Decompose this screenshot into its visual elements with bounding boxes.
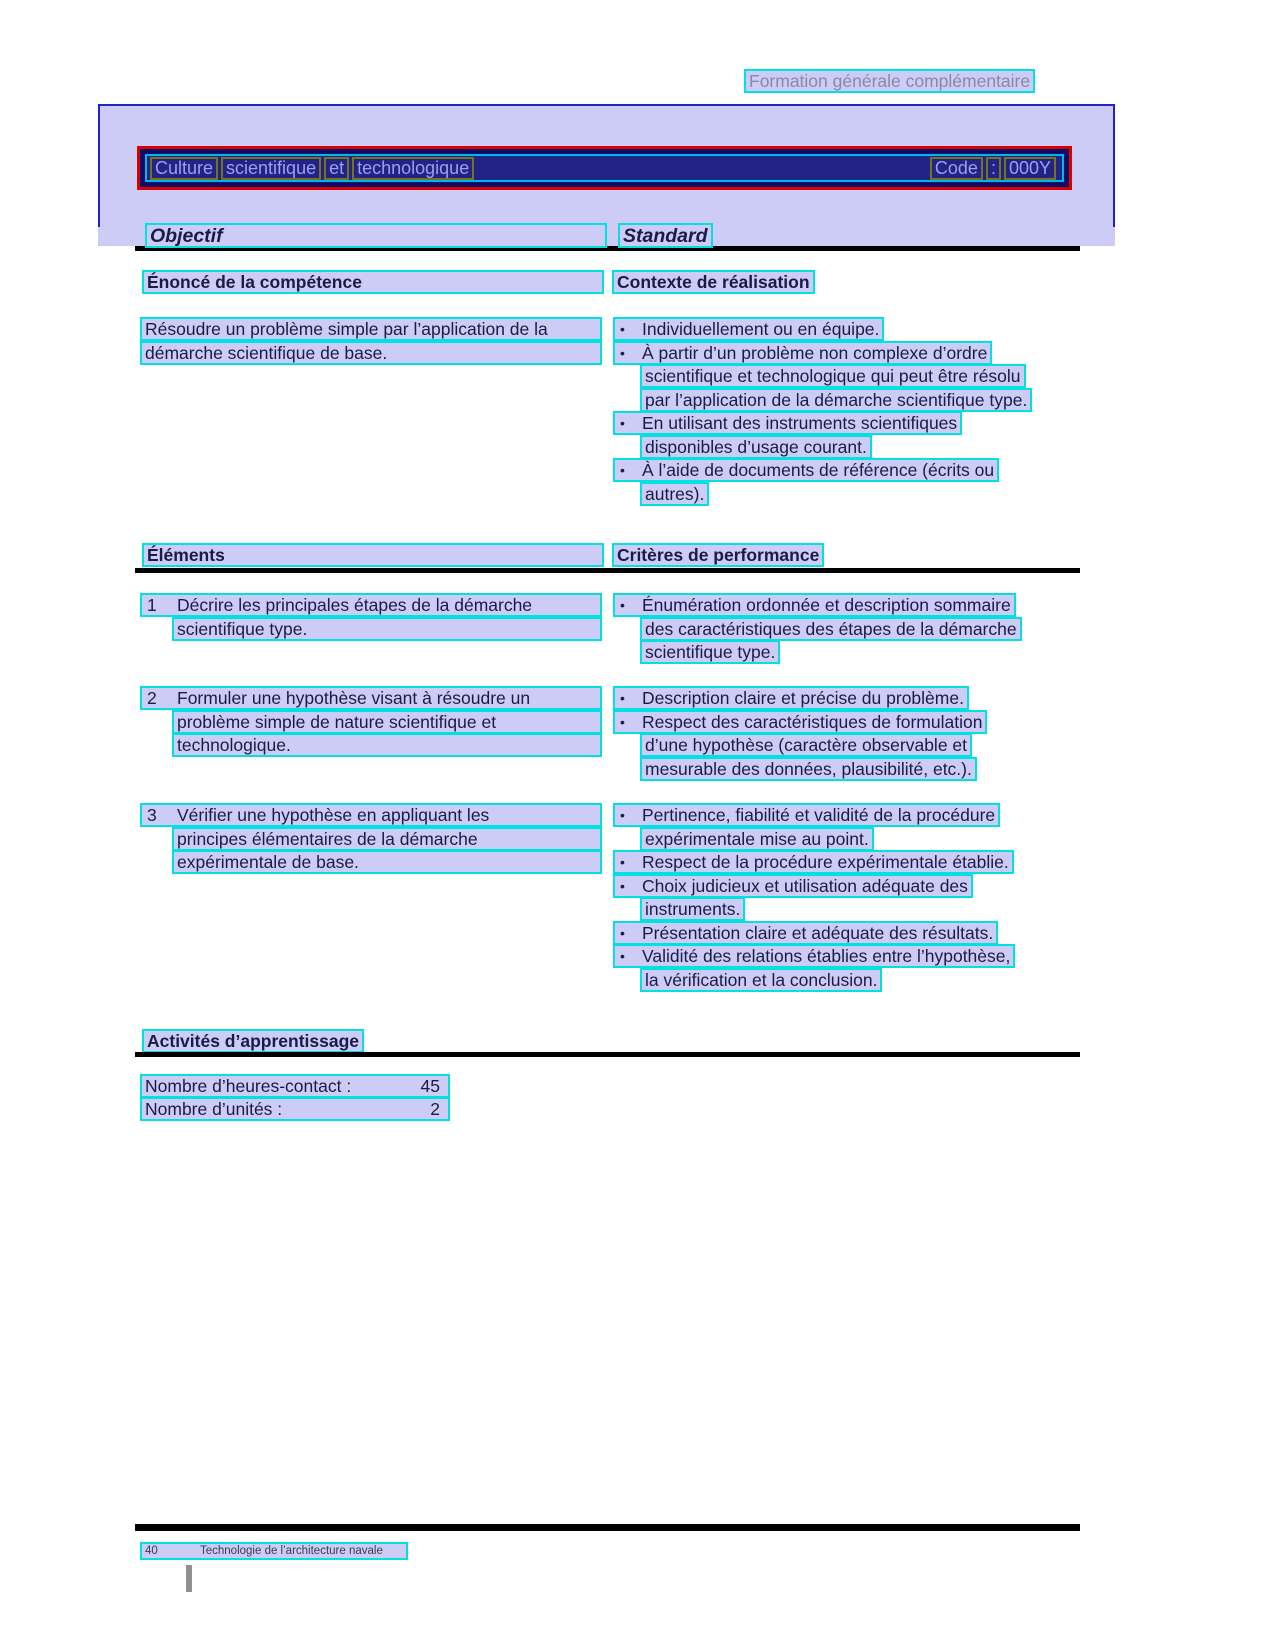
- bullet-marker: •: [620, 807, 625, 823]
- criteria-bullet: • Respect des caractéristiques de formulation: [613, 710, 987, 734]
- criteria-list: [613, 686, 987, 780]
- element-line: 2 Formuler une hypothèse visant à résoudre un: [140, 686, 602, 710]
- course-code: [930, 157, 1059, 180]
- bullet-marker: •: [620, 854, 625, 870]
- element-line: 3 Vérifier une hypothèse en appliquant les: [140, 803, 602, 827]
- hours-contact-row: [140, 1074, 450, 1098]
- context-bullet: • Individuellement ou en équipe.: [613, 317, 1032, 341]
- element-item: [140, 803, 602, 874]
- hours-contact-value: 45: [420, 1076, 440, 1096]
- element-number: 3: [147, 805, 157, 825]
- activities-heading: Activités d’apprentissage: [142, 1029, 364, 1053]
- element-number: 1: [147, 595, 157, 615]
- footer-divider: [135, 1524, 1080, 1531]
- criteria-line: mesurable des données, plausibilité, etc.).: [613, 757, 987, 781]
- context-heading: Contexte de réalisation: [612, 270, 831, 294]
- section-divider: [135, 1052, 1080, 1057]
- element-line: 1 Décrire les principales étapes de la démarche: [140, 593, 602, 617]
- code-separator: :: [986, 157, 1001, 180]
- context-bullet-list: [613, 317, 1032, 505]
- context-bullet-line: autres).: [613, 482, 1032, 506]
- footer-page-number: 40: [145, 1545, 158, 1557]
- course-word: et: [324, 157, 349, 180]
- element-line: scientifique type.: [140, 617, 602, 641]
- course-word: technologique: [352, 157, 474, 180]
- criteria-line: scientifique type.: [613, 640, 1022, 664]
- criteria-bullet: • Choix judicieux et utilisation adéquate des: [613, 874, 1015, 898]
- criteria-list: [613, 593, 1022, 664]
- criteria-line: expérimentale mise au point.: [613, 827, 1015, 851]
- competence-statement: [140, 317, 602, 364]
- bullet-marker: •: [620, 462, 625, 478]
- criteria-bullet: • Respect de la procédure expérimentale établie.: [613, 850, 1015, 874]
- bullet-marker: •: [620, 321, 625, 337]
- footer-doc-title: Technologie de l’architecture navale: [200, 1545, 383, 1557]
- course-word: scientifique: [221, 157, 321, 180]
- element-item: [140, 686, 602, 757]
- element-line: problème simple de nature scientifique et: [140, 710, 602, 734]
- criteria-bullet: • Description claire et précise du problème.: [613, 686, 987, 710]
- criteria-line: la vérification et la conclusion.: [613, 968, 1015, 992]
- element-number: 2: [147, 688, 157, 708]
- criteria-line: des caractéristiques des étapes de la démarche: [613, 617, 1022, 641]
- criteria-bullet: • Validité des relations établies entre l’hypothèse,: [613, 944, 1015, 968]
- context-bullet: • À partir d’un problème non complexe d’ordre: [613, 341, 1032, 365]
- code-label: Code: [930, 157, 983, 180]
- units-label: Nombre d’unités :: [145, 1099, 283, 1119]
- bullet-marker: •: [620, 877, 625, 894]
- criteria-list: [613, 803, 1015, 991]
- bullet-marker: •: [620, 690, 625, 706]
- context-bullet-line: disponibles d’usage courant.: [613, 435, 1032, 459]
- footer: [140, 1541, 408, 1560]
- page-header-label: Formation générale complémentaire: [744, 69, 1035, 93]
- criteria-heading: Critères de performance: [612, 543, 846, 567]
- section-divider: [135, 568, 1080, 573]
- context-bullet: • En utilisant des instruments scientifiques: [613, 411, 1032, 435]
- bullet-marker: •: [620, 344, 625, 361]
- bullet-marker: •: [620, 924, 625, 941]
- bullet-marker: •: [620, 415, 625, 431]
- bullet-marker: •: [620, 948, 625, 964]
- context-bullet: • À l’aide de documents de référence (écrits ou: [613, 458, 1032, 482]
- criteria-bullet: • Pertinence, fiabilité et validité de la procédure: [613, 803, 1015, 827]
- units-value: 2: [430, 1099, 440, 1119]
- element-item: [140, 593, 602, 640]
- criteria-bullet: • Présentation claire et adéquate des résultats.: [613, 921, 1015, 945]
- page-header: [744, 69, 1035, 93]
- column-header-objectif: Objectif: [145, 223, 608, 248]
- context-bullet-line: par l’application de la démarche scientifique type.: [613, 388, 1032, 412]
- element-line: technologique.: [140, 733, 602, 757]
- bullet-marker: •: [620, 713, 625, 730]
- statement-line: démarche scientifique de base.: [140, 341, 602, 365]
- course-title-bar: [137, 146, 1072, 190]
- text-cursor-mark: [186, 1565, 192, 1592]
- course-word: Culture: [150, 157, 218, 180]
- elements-heading: Éléments: [142, 543, 608, 567]
- course-title-strip: [145, 154, 1064, 182]
- competence-heading: Énoncé de la compétence: [142, 270, 608, 294]
- element-line: expérimentale de base.: [140, 850, 602, 874]
- hours-contact-label: Nombre d’heures-contact :: [145, 1076, 352, 1096]
- criteria-bullet: • Énumération ordonnée et description sommaire: [613, 593, 1022, 617]
- units-row: [140, 1097, 450, 1121]
- element-line: principes élémentaires de la démarche: [140, 827, 602, 851]
- course-name: [150, 157, 477, 180]
- statement-line: Résoudre un problème simple par l’application de la: [140, 317, 602, 341]
- criteria-line: instruments.: [613, 897, 1015, 921]
- context-bullet-line: scientifique et technologique qui peut être résolu: [613, 364, 1032, 388]
- bullet-marker: •: [620, 597, 625, 613]
- column-header-standard: Standard: [618, 223, 736, 248]
- criteria-line: d’une hypothèse (caractère observable et: [613, 733, 987, 757]
- code-value: 000Y: [1004, 157, 1056, 180]
